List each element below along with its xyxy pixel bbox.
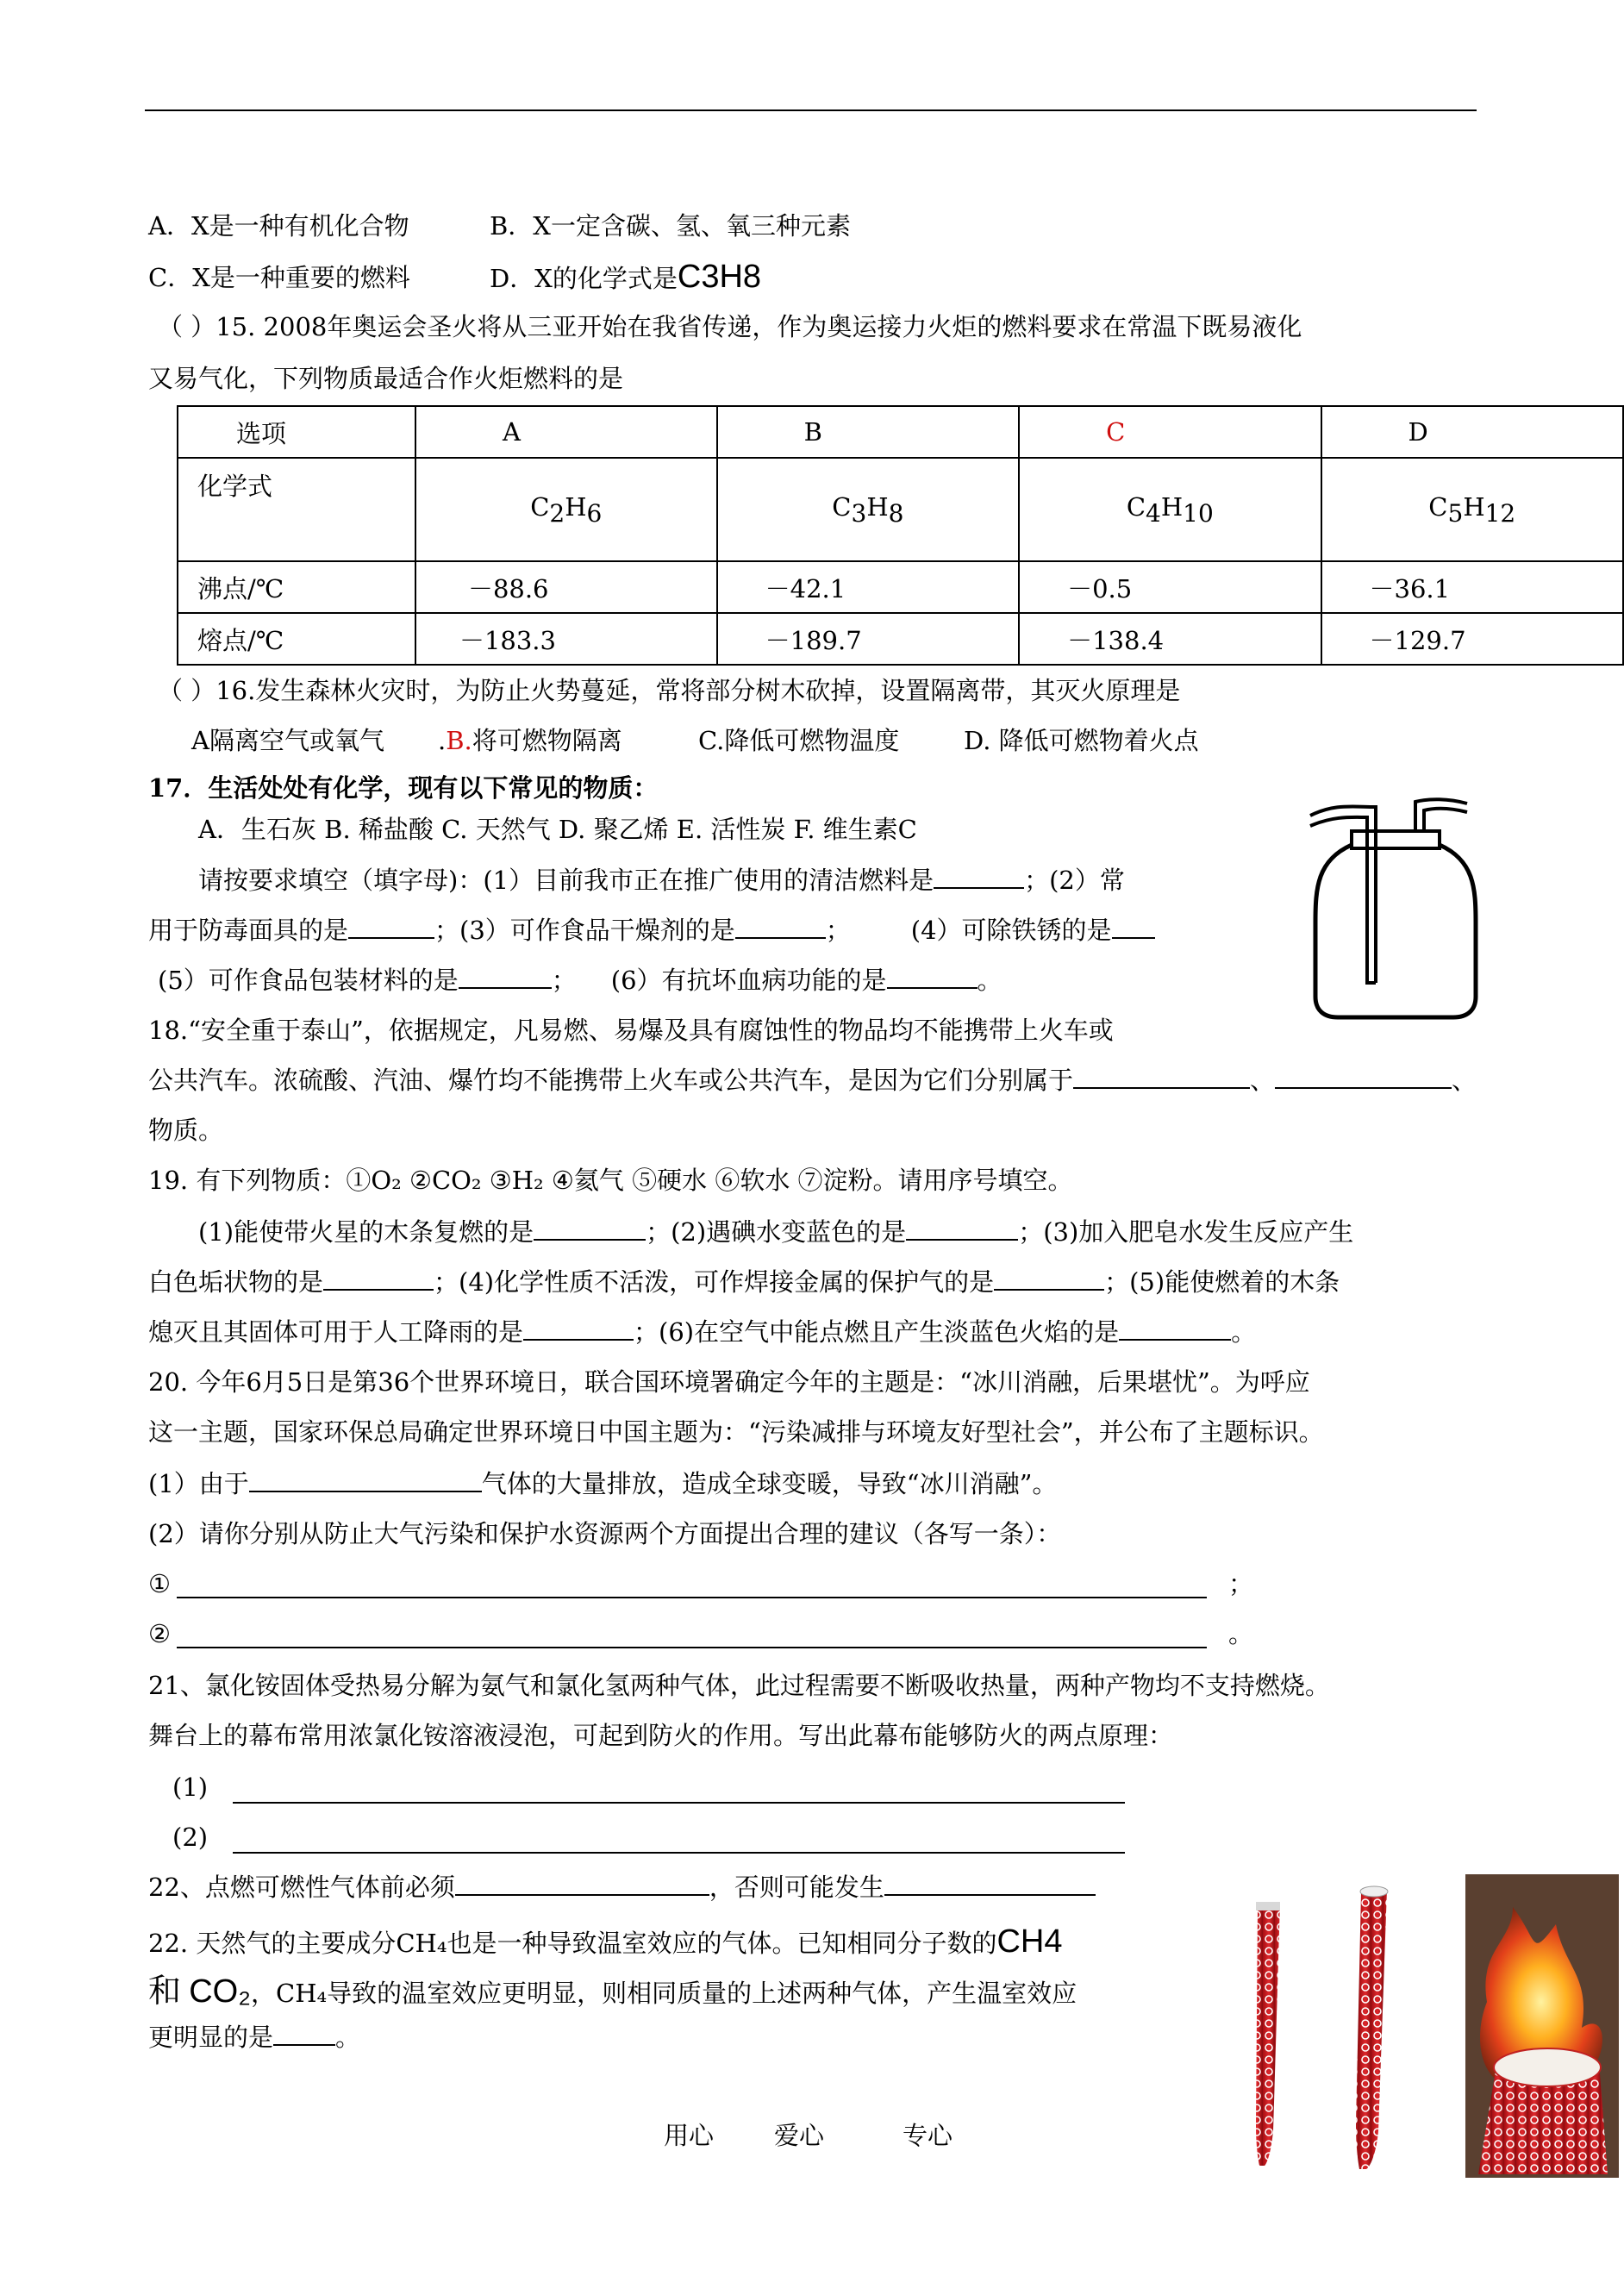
q22a-line: 22、点燃可燃性气体前必须 ，否则可能发生: [148, 1873, 1096, 1903]
q14-option-b: B．X一定含碳、氢、氧三种元素: [490, 211, 851, 241]
q20-answer2-end: 。: [1228, 1619, 1254, 1648]
q19-line2: (1)能使带火星的木条复燃的是 ；(2)遇碘水变蓝色的是 ；(3)加入肥皂水发生反应产生: [198, 1217, 1354, 1247]
q16-option-d: D. 降低可燃物着火点: [964, 726, 1199, 755]
q20-line1: 20. 今年6月5日是第36个世界环境日，联合国环境署确定今年的主题是：“冰川消融，后果堪忧”。为呼应: [148, 1367, 1310, 1397]
gas-washing-bottle-figure: [1300, 793, 1490, 1026]
q21-point1-line[interactable]: [233, 1802, 1125, 1804]
q21-line2: 舞台上的幕布常用浓氯化铵溶液浸泡，可起到防火的作用。写出此幕布能够防火的两点原理：: [148, 1721, 1174, 1750]
q15-formula-C: $C_4H_{10}$: [1019, 458, 1321, 561]
q16-option-c: C.降低可燃物温度: [698, 726, 900, 755]
q20-line2: 这一主题，国家环保总局确定世界环境日中国主题为：“污染减排与环境友好型社会”，并公布了主题标识。: [148, 1417, 1324, 1447]
q14-option-a: A．X是一种有机化合物: [148, 211, 409, 241]
q22b-line2: 和 CO₂，CH₄导致的温室效应更明显，则相同质量的上述两种气体，产生温室效应: [148, 1973, 1077, 2010]
q20-answer2-line[interactable]: [177, 1647, 1207, 1648]
q19-line3: 白色垢状物的是 ；(4)化学性质不活泼，可作焊接金属的保护气的是 ；(5)能使燃着的木条: [148, 1267, 1340, 1297]
q17-options: A．生石灰 B. 稀盐酸 C. 天然气 D. 聚乙烯 E. 活性炭 F. 维生素C: [198, 815, 917, 844]
q20-answer1-marker: ①: [148, 1569, 171, 1598]
q14-option-c: C．X是一种重要的燃料: [148, 263, 410, 292]
q14-option-d: D．X的化学式是C3H8: [490, 259, 762, 295]
q17-line3: (5）可作食品包装材料的是 ； (6）有抗坏血病功能的是 。: [158, 966, 1003, 995]
olympic-torch-image: [1202, 1873, 1621, 2179]
q15-boiling-B: －42.1: [717, 561, 1019, 613]
q22b-line1: 22. 天然气的主要成分CH₄也是一种导致温室效应的气体。已知相同分子数的CH4: [148, 1923, 1063, 1960]
q17-title: 17．生活处处有化学，现有以下常见的物质：: [148, 773, 659, 803]
q21-line1: 21、氯化铵固体受热易分解为氨气和氯化氢两种气体，此过程需要不断吸收热量，两种产物均不支持燃烧。: [148, 1671, 1330, 1700]
q15-melting-D: －129.7: [1321, 613, 1623, 665]
q21-point1-label: (1): [172, 1773, 209, 1802]
q15-melting-A: －183.3: [415, 613, 717, 665]
q20-line4: (2）请你分别从防止大气污染和保护水资源两个方面提出合理的建议（各写一条）：: [148, 1519, 1062, 1548]
q15-boiling-C: －0.5: [1019, 561, 1321, 613]
q18-line3: 物质。: [148, 1116, 224, 1145]
q19-line1: 19. 有下列物质：①O₂ ②CO₂ ③H₂ ④氦气 ⑤硬水 ⑥软水 ⑦淀粉。请用序号填空。: [148, 1166, 1073, 1195]
q18-line2: 公共汽车。浓硫酸、汽油、爆竹均不能携带上火车或公共汽车，是因为它们分别属于 、 、: [148, 1066, 1477, 1095]
q15-option-A: A: [415, 406, 717, 458]
q20-answer2-marker: ②: [148, 1619, 171, 1648]
q17-line1: 请按要求填空（填字母)：(1）目前我市正在推广使用的清洁燃料是 ；(2）常: [198, 866, 1125, 895]
q15-table: [177, 405, 1624, 666]
q15-stem-line1: （ ）15. 2008年奥运会圣火将从三亚开始在我省传递，作为奥运接力火炬的燃料要求在常温下既易液化: [158, 312, 1302, 341]
q15-boiling-A: －88.6: [415, 561, 717, 613]
q15-option-D: D: [1321, 406, 1623, 458]
footer-word-3: 专心: [903, 2121, 953, 2150]
q15-option-C: C: [1019, 406, 1321, 458]
q21-point2-label: (2): [172, 1823, 209, 1852]
footer-word-2: 爱心: [774, 2121, 825, 2150]
q16-option-b: .B.将可燃物隔离: [438, 726, 622, 755]
q15-melting-label: 熔点/℃: [178, 613, 415, 665]
q20-answer1-end: ；: [1228, 1569, 1254, 1598]
q15-option-B: B: [717, 406, 1019, 458]
q15-melting-C: －138.4: [1019, 613, 1321, 665]
q15-boiling-label: 沸点/℃: [178, 561, 415, 613]
q16-option-a: A隔离空气或氧气: [191, 726, 384, 755]
q15-melting-B: －189.7: [717, 613, 1019, 665]
q22b-line3: 更明显的是 。: [148, 2023, 361, 2052]
q17-line2: 用于防毒面具的是 ；(3）可作食品干燥剂的是 ； (4）可除铁锈的是: [148, 916, 1155, 946]
q20-answer1-line[interactable]: [177, 1597, 1207, 1598]
q15-formula-label: 化学式: [178, 458, 415, 561]
q15-formula-B: $C_3H_8$: [717, 458, 1019, 561]
q15-formula-D: $C_5H_{12}$: [1321, 458, 1623, 561]
q15-boiling-D: －36.1: [1321, 561, 1623, 613]
q20-line3: (1）由于 气体的大量排放，造成全球变暖，导致“冰川消融”。: [148, 1469, 1058, 1498]
q15-header-label: 选项: [178, 406, 415, 458]
footer-word-1: 用心: [664, 2121, 715, 2150]
q19-line4: 熄灭且其固体可用于人工降雨的是 ；(6)在空气中能点燃且产生淡蓝色火焰的是 。: [148, 1317, 1257, 1347]
q15-formula-A: $C_2H_6$: [415, 458, 717, 561]
q18-line1: 18.“安全重于泰山”，依据规定，凡易燃、易爆及具有腐蚀性的物品均不能携带上火车或: [148, 1016, 1114, 1045]
q16-stem: （ ）16.发生森林火灾时，为防止火势蔓延，常将部分树木砍掉，设置隔离带，其灭火原理是: [158, 676, 1181, 705]
q15-stem-line2: 又易气化，下列物质最适合作火炬燃料的是: [148, 364, 624, 393]
header-rule: [145, 109, 1477, 111]
q21-point2-line[interactable]: [233, 1852, 1125, 1854]
